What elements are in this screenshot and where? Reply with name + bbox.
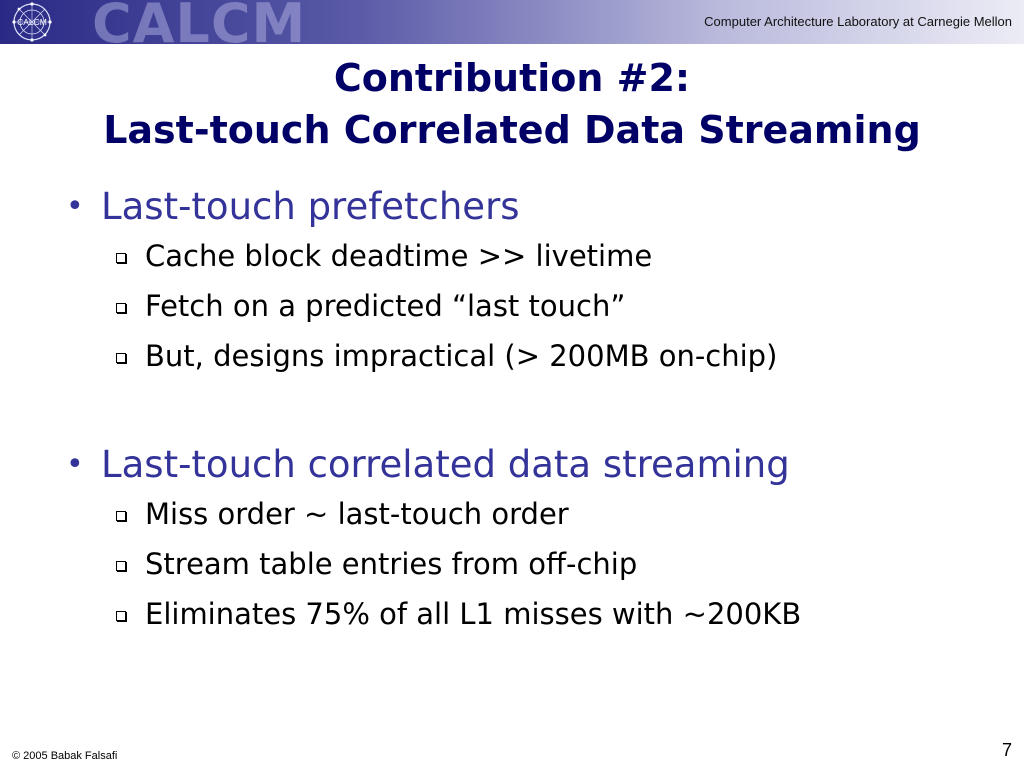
slide-title [0,52,1024,156]
copyright-footer: © 2005 Babak Falsafi [12,750,118,762]
sub-bullet [66,231,1006,281]
bullet-heading [66,183,1006,231]
sub-bullet-text: Fetch on a predicted “last touch” [145,289,626,323]
sub-bullet-text: Cache block deadtime >> livetime [145,239,653,273]
sub-bullet-text: Stream table entries from off-chip [145,547,638,581]
title-line-1: Contribution #2: [333,56,691,100]
bullet-dot-icon: • [66,189,84,224]
bullet-heading-text: Last-touch correlated data streaming [101,443,790,486]
sub-bullet-text: But, designs impractical (> 200MB on-chip) [145,339,778,373]
sub-bullet-text: Eliminates 75% of all L1 misses with ~200KB [145,597,802,631]
calcm-logo-icon [12,2,52,42]
square-bullet-icon [116,561,126,571]
square-bullet-icon [116,253,126,263]
square-bullet-icon [116,511,126,521]
sub-bullet [66,281,1006,331]
sub-bullet [66,539,1006,589]
bullet-dot-icon: • [66,447,84,482]
sub-bullet [66,489,1006,539]
header-banner [0,0,1024,55]
square-bullet-icon [116,353,126,363]
section-spacer [66,381,1006,441]
sub-bullet [66,589,1006,639]
logo-wordmark: CALCM [92,0,307,55]
sub-bullet-text: Miss order ~ last-touch order [145,497,569,531]
bullet-heading [66,441,1006,489]
title-line-2: Last-touch Correlated Data Streaming [103,108,921,152]
lab-name: Computer Architecture Laboratory at Carnegie Mellon [704,14,1012,29]
square-bullet-icon [116,611,126,621]
bullet-heading-text: Last-touch prefetchers [101,185,520,228]
square-bullet-icon [116,303,126,313]
logo-text: CALCM [17,17,47,27]
sub-bullet [66,331,1006,381]
bullet-list [66,183,1006,639]
page-number: 7 [1001,740,1012,760]
